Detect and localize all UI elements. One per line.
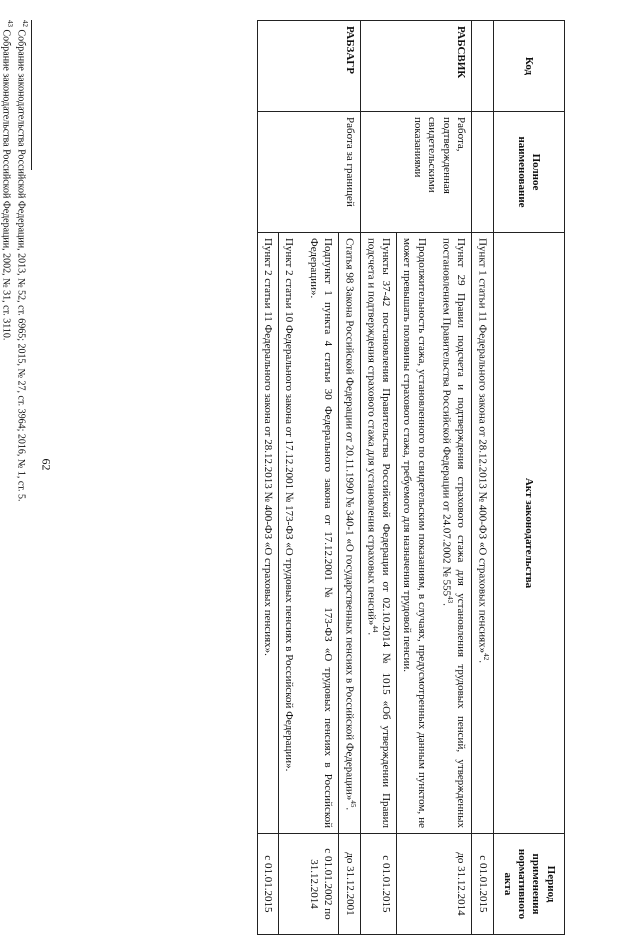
act-text: Подпункт 1 пункта 4 статьи 30 Федерального закона от 17.12.2001 № 173-ФЗ «О трудовых пенсиях в Российской Федерации». (307, 238, 334, 828)
row-act (397, 233, 472, 834)
row-period: с 01.01.2015 (472, 834, 494, 935)
table-row (339, 21, 361, 935)
header-act: Акт законодательства (494, 233, 565, 834)
row-act (279, 233, 339, 834)
act-text: Статья 98 Закона Российской Федерации от 20.11.1990 № 340-1 «О государственных пенсиях в Российской Федерации»$^{45}$. (343, 238, 357, 811)
footnote-ref: 42 (482, 653, 490, 661)
row-code (472, 21, 494, 112)
legislation-table (257, 20, 565, 935)
act-text: Пункт 1 статьи 11 Федерального закона от 28.12.2013 № 400-ФЗ «О страховых пенсиях»$^{42}$. (476, 238, 490, 663)
table-row (472, 21, 494, 935)
footnote-ref: 43 (445, 596, 454, 604)
act-text: Пункт 2 статьи 10 Федерального закона от 17.12.2001 № 173-ФЗ «О трудовых пенсиях в Российской Федерации». (283, 238, 296, 772)
row-period: с 01.01.2002 по 31.12.2014 (279, 834, 339, 935)
act-text: Продолжительность стажа, установленного по свидетельским показаниям, в случаях, предусмотренных данным пунктом, не может превышать половины страхового стажа, требуемого для назначения трудовой пенсии. (401, 238, 428, 828)
row-code: РАБСВИК (360, 21, 471, 112)
row-period: до 31.12.2014 (397, 834, 472, 935)
footnote-ref: 45 (348, 800, 357, 808)
page-number: 62 (39, 458, 54, 471)
header-full-name: Полное наименование (494, 112, 565, 233)
footnote-divider (31, 20, 32, 170)
row-act (257, 233, 278, 834)
legislation-table-container (115, 20, 565, 920)
row-name: Работа за границей (257, 112, 360, 233)
row-name (472, 112, 494, 233)
table-header-row (494, 21, 565, 935)
row-period: с 01.01.2015 (257, 834, 278, 935)
row-period: до 31.12.2001 (339, 834, 361, 935)
act-text: Пункты 37-42 постановления Правительства Российской Федерации от 02.10.2014 № 1015 «Об утверждении Правил подсчета и подтверждения страхового стажа для установления страховых пенсий»$^{44}$. (365, 238, 393, 828)
row-name: Работа, подтвержденная свидетельскими показаниями (360, 112, 471, 233)
row-act (339, 233, 361, 834)
footnote: $^{43}$ Собрание законодательства Российской Федерации, 2002, № 31, ст. 3110. (0, 20, 15, 341)
act-text: Пункт 2 статьи 11 Федерального закона от 28.12.2013 № 400-ФЗ «О страховых пенсиях». (262, 238, 275, 656)
header-period: Период применения нормативного акта (494, 834, 565, 935)
header-code: Код (494, 21, 565, 112)
table-row (397, 21, 472, 935)
footnote-ref: 44 (370, 625, 379, 633)
act-text: Пункт 29 Правил подсчета и подтверждения страхового стажа для установления трудовых пенсий, утвержденных постановлением Правительства Российской Федерации от 24.07.2002 № $555^{43}$. (440, 238, 468, 828)
footnotes (0, 20, 32, 890)
row-act (360, 233, 396, 834)
row-period: с 01.01.2015 (360, 834, 396, 935)
row-code: РАБЗАГР (257, 21, 360, 112)
row-act (472, 233, 494, 834)
footnote: $^{42}$ Собрание законодательства Российской Федерации, 2013, № 52, ст. 6965; 2015, № 27, ст. 3964; 2016, № 1, ст. 5. (15, 20, 29, 502)
